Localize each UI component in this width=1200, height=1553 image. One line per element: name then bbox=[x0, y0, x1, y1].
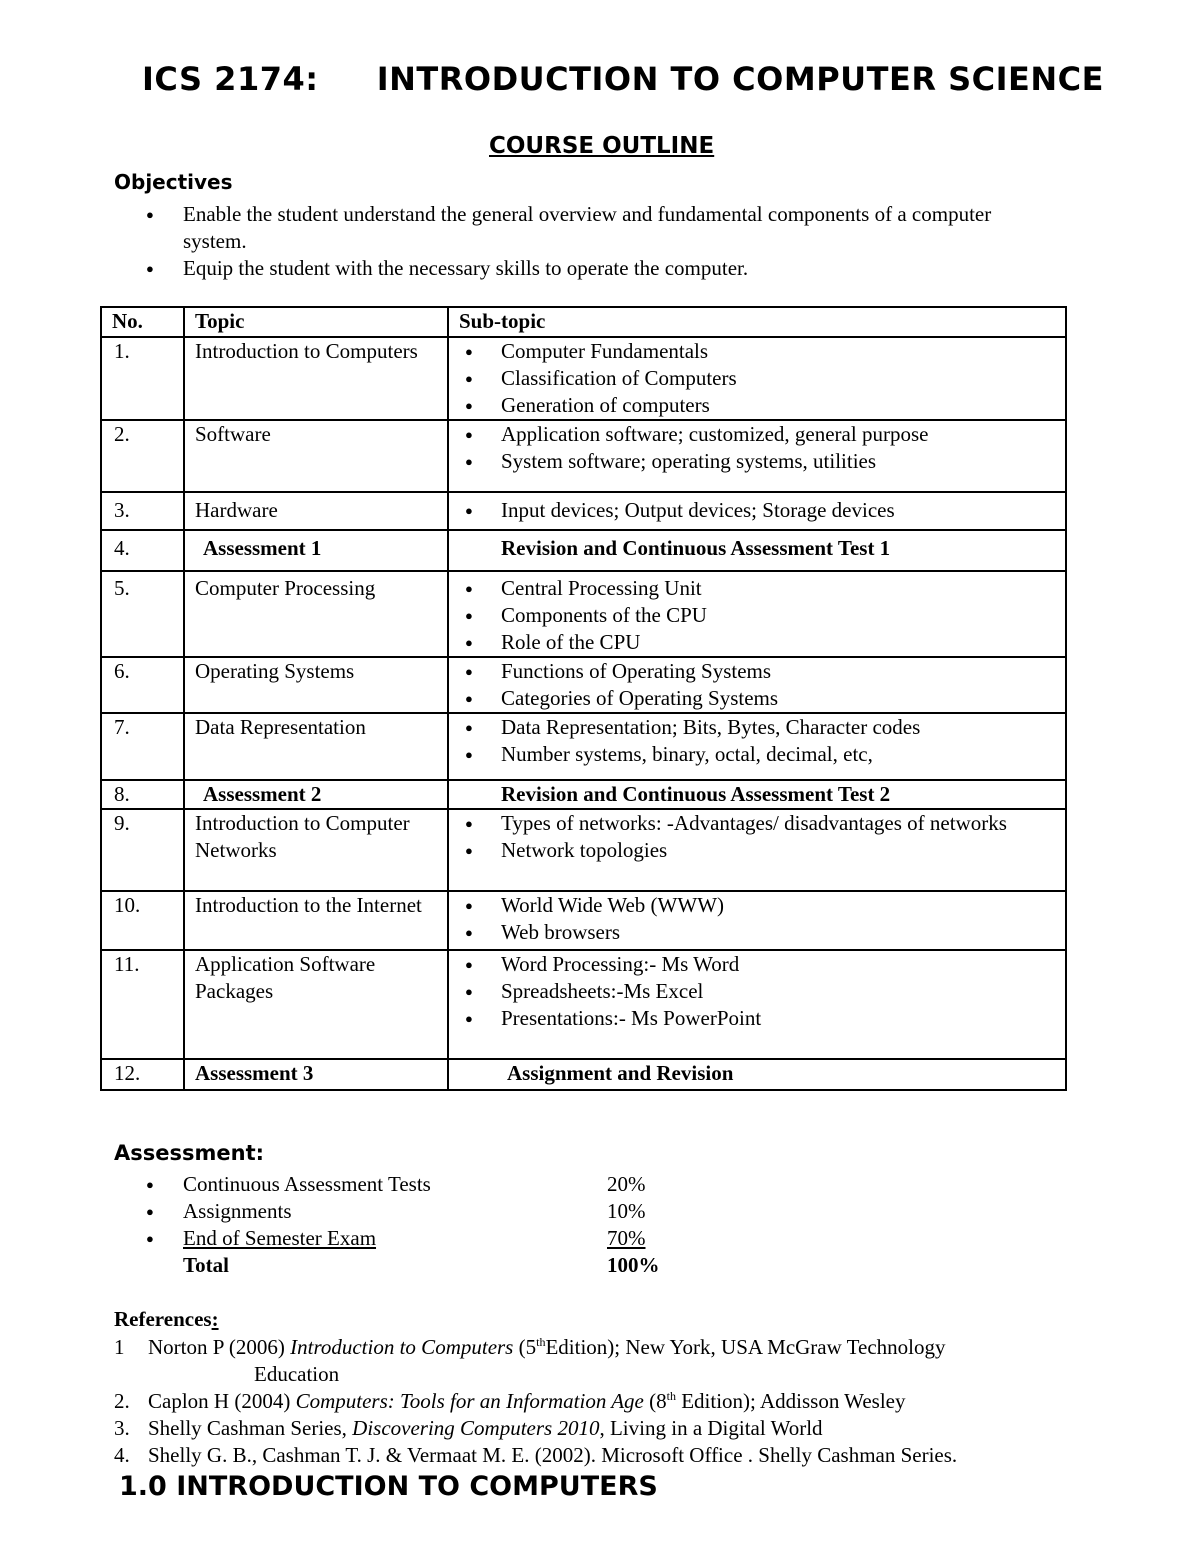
total-value: 100% bbox=[607, 1253, 660, 1277]
objectives-list bbox=[183, 201, 1023, 282]
subtopic-item: ● Application software; customized, general purpose bbox=[501, 421, 1057, 448]
table-row bbox=[101, 713, 1066, 780]
references-list bbox=[114, 1334, 1114, 1469]
row-number: 1. bbox=[101, 337, 184, 420]
subtopic-item: ● Central Processing Unit bbox=[501, 575, 1057, 602]
row-topic: Assessment 1 bbox=[184, 530, 448, 571]
reference-continuation: Education bbox=[254, 1362, 340, 1386]
reference-number: 2. bbox=[114, 1389, 130, 1413]
row-subtopics bbox=[448, 492, 1066, 530]
assessment-item bbox=[183, 1198, 703, 1225]
row-topic: Assessment 3 bbox=[184, 1059, 448, 1090]
assessment-weight: 70% bbox=[607, 1226, 646, 1250]
reference-text: Caplon H (2004) bbox=[148, 1389, 296, 1413]
row-topic: Operating Systems bbox=[184, 657, 448, 713]
subtopic-item: ● Spreadsheets:-Ms Excel bbox=[501, 978, 1057, 1005]
table-row bbox=[101, 780, 1066, 809]
subtopic-item: ● Categories of Operating Systems bbox=[501, 685, 1057, 712]
reference-text: Edition); Addisson Wesley bbox=[675, 1389, 906, 1413]
course-outline-heading: COURSE OUTLINE bbox=[489, 133, 715, 159]
table-row bbox=[101, 891, 1066, 950]
reference-item bbox=[114, 1442, 1114, 1469]
references-heading-text: References bbox=[114, 1307, 212, 1331]
row-topic: Assessment 2 bbox=[184, 780, 448, 809]
subtopic-item: ● Types of networks: -Advantages/ disadvantages of networks bbox=[501, 810, 1057, 837]
subtopic-item: ● Input devices; Output devices; Storage devices bbox=[501, 497, 1057, 524]
reference-text: , Living in a Digital World bbox=[599, 1416, 823, 1440]
table-row bbox=[101, 420, 1066, 492]
subtopic-item: ● Word Processing:- Ms Word bbox=[501, 951, 1057, 978]
table-row bbox=[101, 530, 1066, 571]
subtopic-item: ● Functions of Operating Systems bbox=[501, 658, 1057, 685]
table-header-row bbox=[101, 307, 1066, 337]
document-title: ICS 2174: INTRODUCTION TO COMPUTER SCIENCE bbox=[142, 60, 1105, 98]
subtopic-item: ● Generation of computers bbox=[501, 392, 1057, 419]
row-subtopics bbox=[448, 571, 1066, 657]
row-summary: Assignment and Revision bbox=[448, 1059, 1066, 1090]
subtopic-item: ● Computer Fundamentals bbox=[501, 338, 1057, 365]
row-topic: Introduction to the Internet bbox=[184, 891, 448, 950]
reference-item bbox=[114, 1388, 1114, 1415]
row-number: 2. bbox=[101, 420, 184, 492]
subtopic-item: ● Presentations:- Ms PowerPoint bbox=[501, 1005, 1057, 1032]
reference-title: Computers: Tools for an Information Age bbox=[295, 1389, 644, 1413]
reference-superscript: th bbox=[666, 1389, 676, 1403]
assessment-label: End of Semester Exam bbox=[183, 1226, 377, 1250]
row-number: 8. bbox=[101, 780, 184, 809]
references-heading bbox=[114, 1307, 219, 1332]
reference-item bbox=[114, 1334, 1114, 1388]
subtopic-item: ● Data Representation; Bits, Bytes, Character codes bbox=[501, 714, 1057, 741]
row-subtopics bbox=[448, 950, 1066, 1059]
reference-text: Shelly Cashman Series, bbox=[148, 1416, 353, 1440]
row-number: 10. bbox=[101, 891, 184, 950]
row-topic: Introduction to Computers bbox=[184, 337, 448, 420]
table-row bbox=[101, 571, 1066, 657]
total-label: Total bbox=[183, 1253, 229, 1277]
reference-text: Shelly G. B., Cashman T. J. & Vermaat M. E. (2002). Microsoft Office . Shelly Cashman Series. bbox=[148, 1443, 958, 1467]
reference-text: Edition); New York, USA McGraw Technology bbox=[545, 1335, 946, 1359]
subtopic-item: ● Network topologies bbox=[501, 837, 1057, 864]
row-topic: Introduction to Computer Networks bbox=[184, 809, 448, 891]
row-subtopics bbox=[448, 713, 1066, 780]
row-topic: Data Representation bbox=[184, 713, 448, 780]
assessment-item bbox=[183, 1225, 703, 1252]
subtopic-item: ● Number systems, binary, octal, decimal, etc, bbox=[501, 741, 1057, 768]
row-topic: Application Software Packages bbox=[184, 950, 448, 1059]
subtopic-item: ● Role of the CPU bbox=[501, 629, 1057, 656]
assessment-list bbox=[183, 1171, 703, 1252]
table-row bbox=[101, 1059, 1066, 1090]
assessment-label: Continuous Assessment Tests bbox=[183, 1172, 431, 1196]
row-subtopics bbox=[448, 420, 1066, 492]
row-number: 9. bbox=[101, 809, 184, 891]
reference-title: Discovering Computers 2010 bbox=[352, 1416, 600, 1440]
assessment-item bbox=[183, 1171, 703, 1198]
reference-number: 3. bbox=[114, 1416, 130, 1440]
objectives-heading: Objectives bbox=[114, 170, 233, 194]
row-topic: Software bbox=[184, 420, 448, 492]
header-subtopic: Sub-topic bbox=[448, 307, 1066, 337]
reference-number: 1 bbox=[114, 1335, 125, 1359]
row-number: 5. bbox=[101, 571, 184, 657]
row-summary: Revision and Continuous Assessment Test 1 bbox=[448, 530, 1066, 571]
subtopic-item: ● System software; operating systems, utilities bbox=[501, 448, 1057, 475]
assessment-weight: 10% bbox=[607, 1199, 646, 1223]
subtopic-item: ● Components of the CPU bbox=[501, 602, 1057, 629]
row-number: 11. bbox=[101, 950, 184, 1059]
row-subtopics bbox=[448, 337, 1066, 420]
row-subtopics bbox=[448, 809, 1066, 891]
objective-item: ● Equip the student with the necessary skills to operate the computer. bbox=[183, 255, 1023, 282]
row-subtopics bbox=[448, 891, 1066, 950]
references-heading-colon: : bbox=[211, 1307, 219, 1331]
subtopic-item: ● Web browsers bbox=[501, 919, 1057, 946]
course-outline-table bbox=[100, 306, 1067, 1091]
section-heading: 1.0 INTRODUCTION TO COMPUTERS bbox=[119, 1471, 658, 1502]
assessment-heading: Assessment: bbox=[114, 1141, 265, 1165]
reference-title: Introduction to Computers bbox=[290, 1335, 514, 1359]
table-row bbox=[101, 337, 1066, 420]
row-number: 7. bbox=[101, 713, 184, 780]
row-number: 3. bbox=[101, 492, 184, 530]
row-topic: Computer Processing bbox=[184, 571, 448, 657]
reference-number: 4. bbox=[114, 1443, 130, 1467]
row-subtopics bbox=[448, 657, 1066, 713]
subtopic-item: ● World Wide Web (WWW) bbox=[501, 892, 1057, 919]
row-number: 12. bbox=[101, 1059, 184, 1090]
table-row bbox=[101, 657, 1066, 713]
reference-superscript: th bbox=[536, 1335, 546, 1349]
reference-text: Norton P (2006) bbox=[148, 1335, 291, 1359]
header-no: No. bbox=[101, 307, 184, 337]
table-row bbox=[101, 492, 1066, 530]
row-number: 6. bbox=[101, 657, 184, 713]
reference-text: (8 bbox=[643, 1389, 667, 1413]
row-number: 4. bbox=[101, 530, 184, 571]
assessment-total bbox=[183, 1253, 703, 1278]
subtopic-item: ● Classification of Computers bbox=[501, 365, 1057, 392]
reference-item bbox=[114, 1415, 1114, 1442]
table-row bbox=[101, 950, 1066, 1059]
table-row bbox=[101, 809, 1066, 891]
header-topic: Topic bbox=[184, 307, 448, 337]
assessment-weight: 20% bbox=[607, 1172, 646, 1196]
objective-item: ● Enable the student understand the general overview and fundamental components of a computer system. bbox=[183, 201, 1023, 255]
reference-text: (5 bbox=[513, 1335, 537, 1359]
row-summary: Revision and Continuous Assessment Test 2 bbox=[448, 780, 1066, 809]
assessment-label: Assignments bbox=[183, 1199, 292, 1223]
row-topic: Hardware bbox=[184, 492, 448, 530]
